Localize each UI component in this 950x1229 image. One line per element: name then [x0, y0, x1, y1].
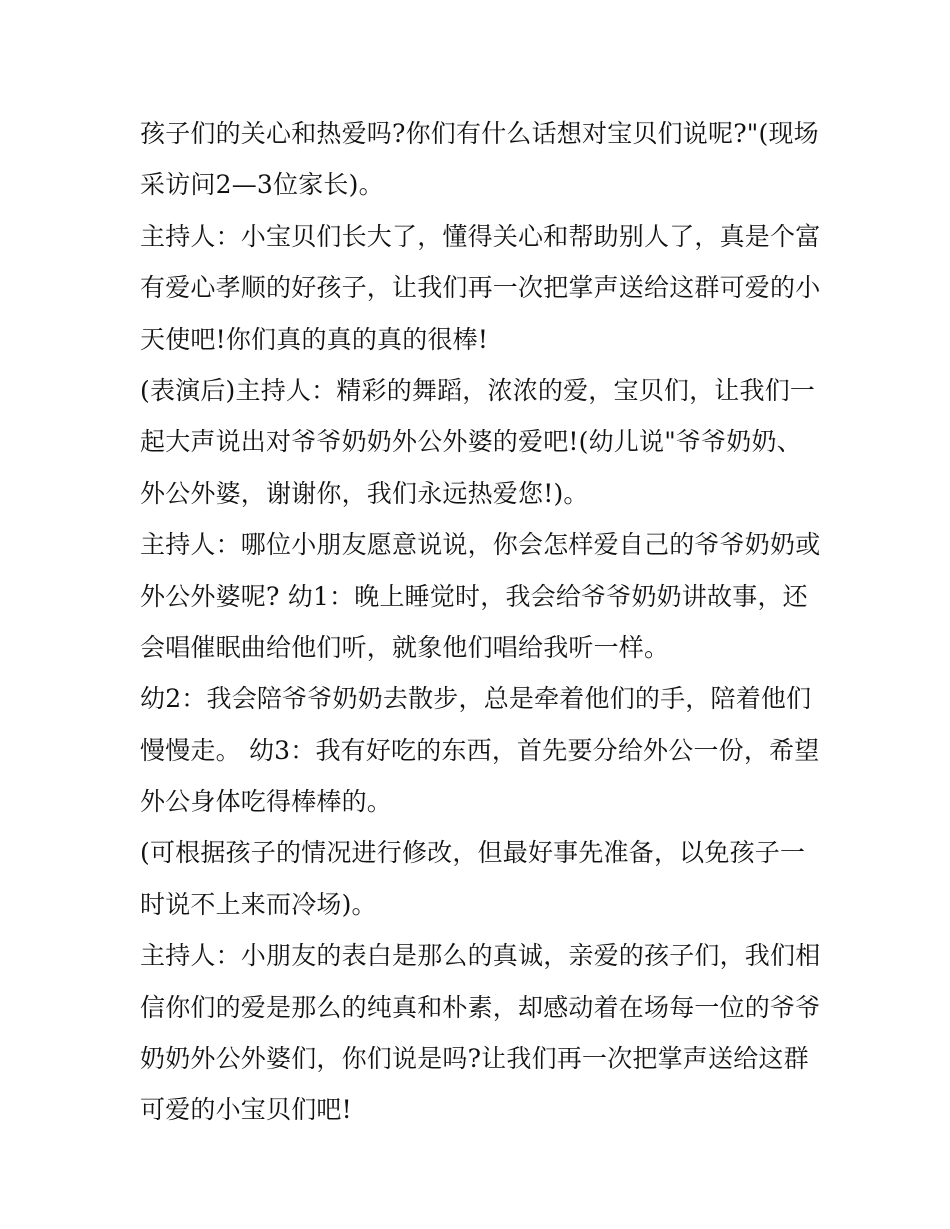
document-body [140, 108, 820, 1136]
text-line: 天使吧!你们真的真的真的很棒! [140, 324, 489, 354]
text-line: (可根据孩子的情况进行修改，但最好事先准备，以免孩子一 [140, 838, 806, 868]
text-line: 起大声说出对爷爷奶奶外公外婆的爱吧!(幼儿说"爷爷奶奶、 [140, 427, 802, 457]
text-line: 外公外婆呢? 幼1：晚上睡觉时，我会给爷爷奶奶讲故事，还 [140, 581, 808, 611]
text-line: 主持人：小朋友的表白是那么的真诚，亲爱的孩子们，我们相 [140, 941, 821, 971]
text-line: 慢慢走。 幼3：我有好吃的东西，首先要分给外公一份，希望 [140, 735, 820, 765]
text-line: 幼2：我会陪爷爷奶奶去散步，总是牵着他们的手，陪着他们 [140, 684, 812, 714]
text-line: 孩子们的关心和热爱吗?你们有什么话想对宝贝们说呢?"(现场 [140, 119, 819, 148]
text-line: 奶奶外公外婆们，你们说是吗?让我们再一次把掌声送给这群 [140, 1044, 809, 1074]
text-line: 外公身体吃得棒棒的。 [140, 787, 393, 817]
text-line: 时说不上来而冷场)。 [140, 889, 377, 919]
text-line: 会唱催眠曲给他们听，就象他们唱给我听一样。 [140, 632, 670, 662]
text-line: 有爱心孝顺的好孩子，让我们再一次把掌声送给这群可爱的小 [140, 273, 821, 303]
text-line: (表演后)主持人：精彩的舞蹈，浓浓的爱，宝贝们，让我们一 [140, 375, 816, 405]
text-line: 采访问2—3位家长)。 [140, 170, 384, 200]
text-line: 信你们的爱是那么的纯真和朴素，却感动着在场每一位的爷爷 [140, 992, 821, 1022]
text-line: 主持人：哪位小朋友愿意说说，你会怎样爱自己的爷爷奶奶或 [140, 530, 821, 560]
text-line: 外公外婆，谢谢你，我们永远热爱您!)。 [140, 478, 589, 508]
text-line: 主持人：小宝贝们长大了，懂得关心和帮助别人了，真是个富 [140, 221, 821, 251]
text-line: 可爱的小宝贝们吧! [140, 1095, 352, 1125]
